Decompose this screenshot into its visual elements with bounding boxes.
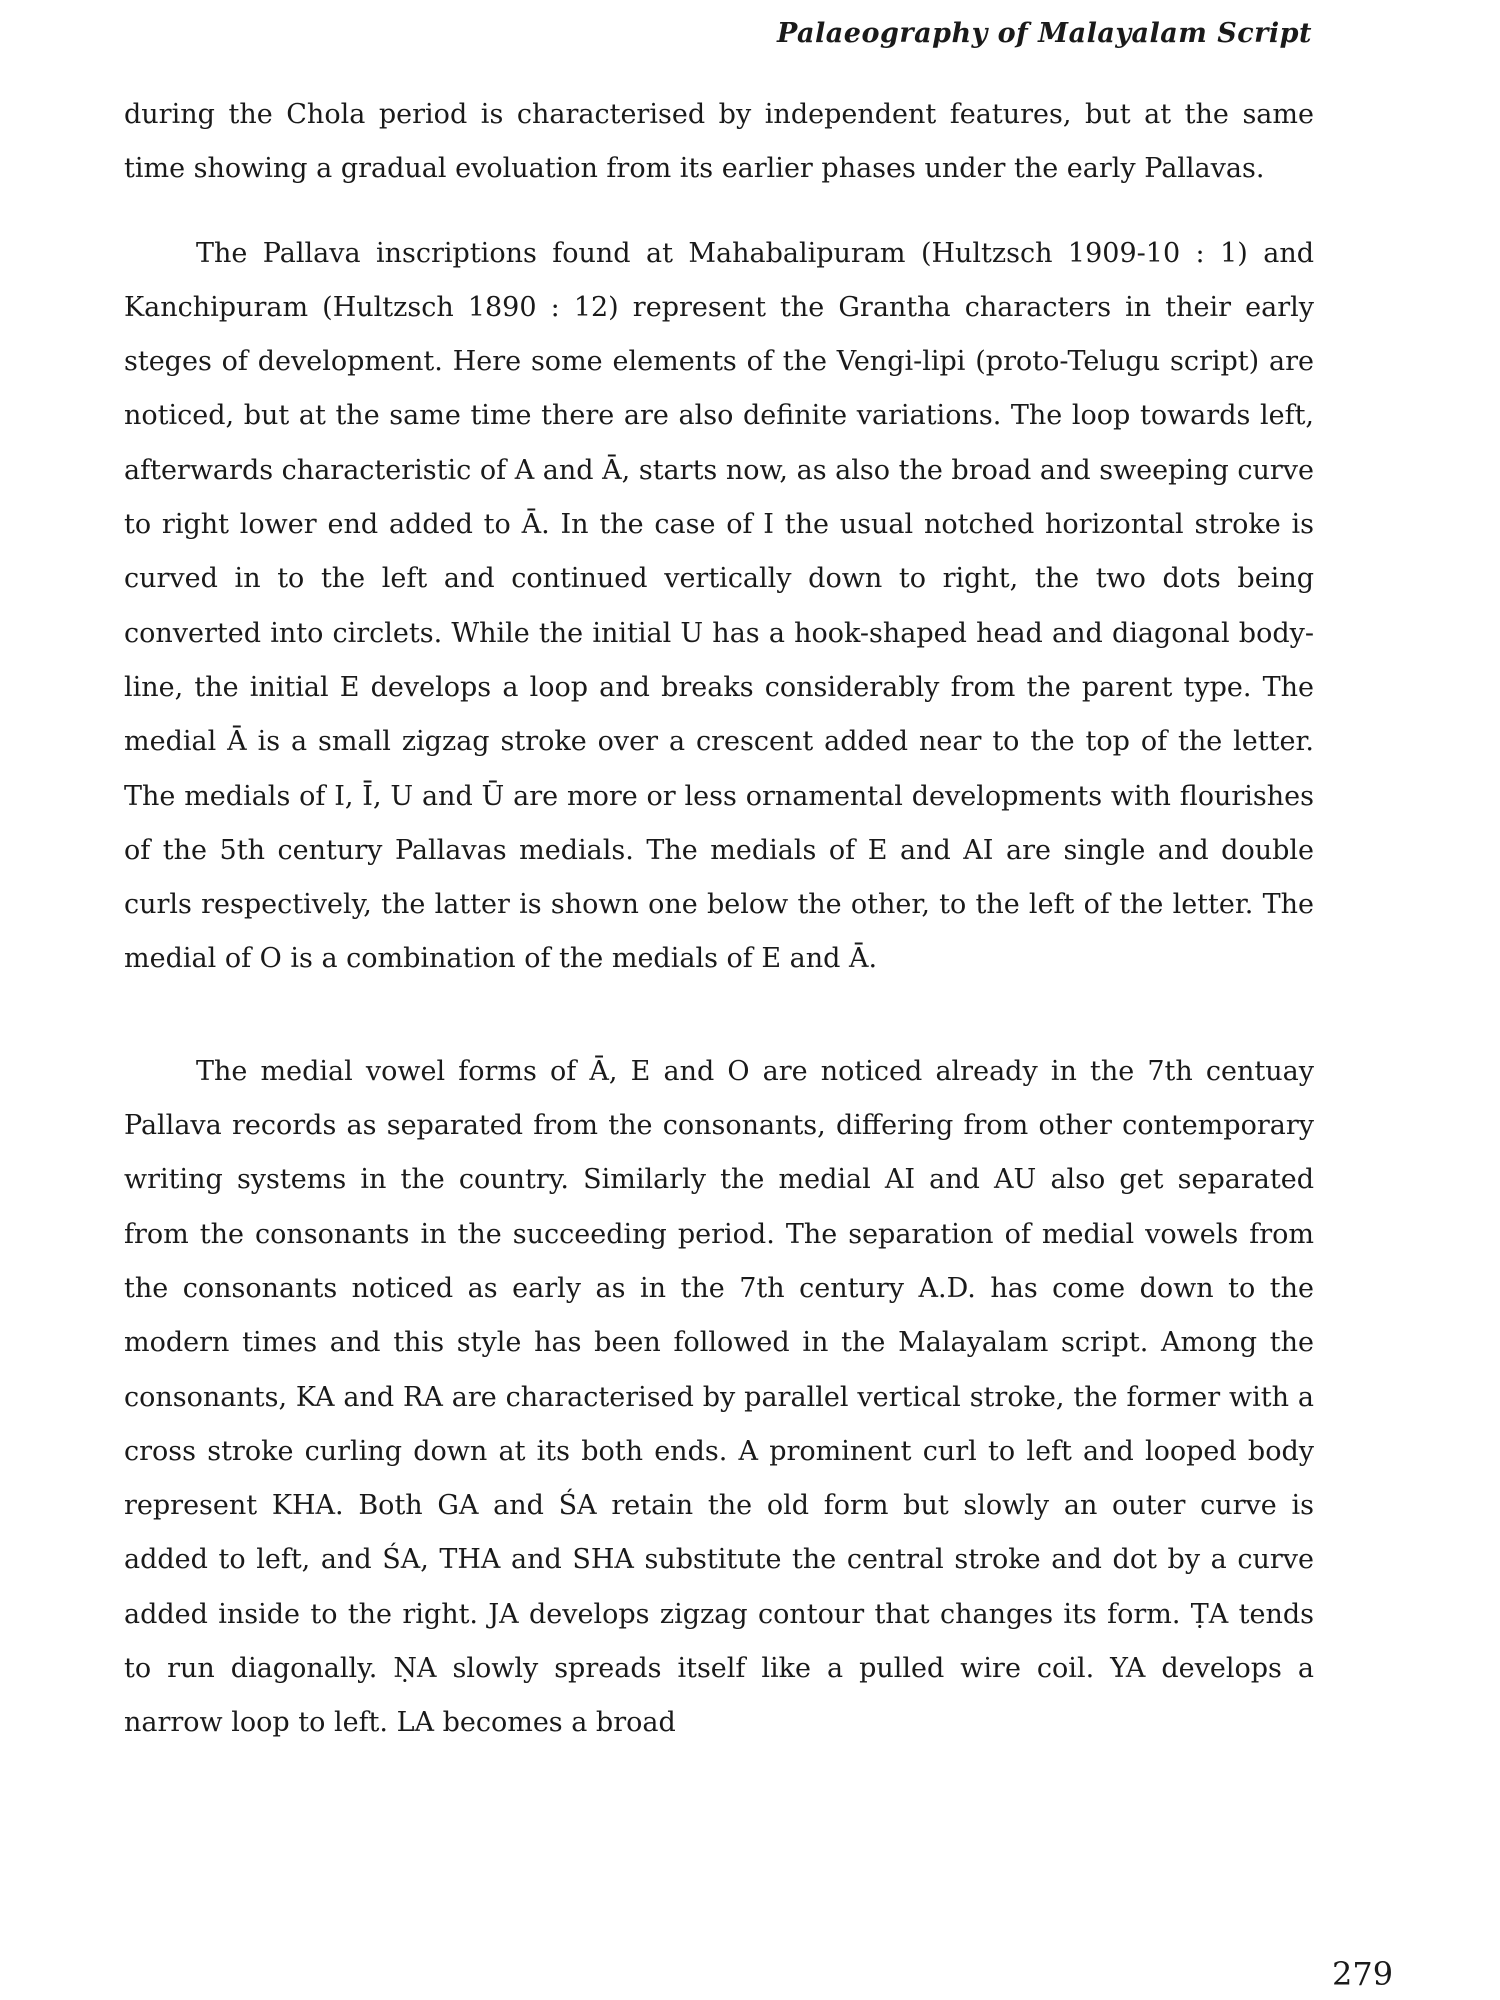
paragraph-pallava-inscriptions: The Pallava inscriptions found at Mahabalipuram (Hultzsch 1909-10 : 1) and Kanchipuram (Hultzsch 1890 : 12) represent the Grantha characters in their early steges of development. Here some elements of the Vengi-lipi (proto-Telugu script) are noticed, but at the same time there are also definite variations. The loop towards left, afterwards characteristic of A and Ā, starts now, as also the broad and sweeping curve to right lower end added to Ā. In the case of I the usual notched horizontal stroke is curved in to the left and continued vertically down to right, the two dots being converted into circlets. While the initial U has a hook-shaped head and diagonal body-line, the initial E develops a loop and breaks considerably from the parent type. The medial Ā is a small zigzag stroke over a crescent added near to the top of the letter. The medials of I, Ī, U and Ū are more or less ornamental developments with flourishes of the 5th century Pallavas medials. The medials of E and AI are single and double curls respectively, the latter is shown one below the other, to the left of the letter. The medial of O is a combination of the medials of E and Ā. — [124, 237, 1314, 975]
page-number: 279 — [1332, 1955, 1394, 1993]
paragraph-medial-vowels: The medial vowel forms of Ā, E and O are noticed already in the 7th centuay Pallava records as separated from the consonants, differing from other contemporary writing systems in the country. Similarly the medial AI and AU also get separated from the consonants in the succeeding period. The separation of medial vowels from the consonants noticed as early as in the 7th century A.D. has come down to the modern times and this style has been followed in the Malayalam script. Among the consonants, KA and RA are characterised by parallel vertical stroke, the former with a cross stroke curling down at its both ends. A prominent curl to left and looped body represent KHA. Both GA and ŚA retain the old form but slowly an outer curve is added to left, and ŚA, THA and SHA substitute the central stroke and dot by a curve added inside to the right. JA develops zigzag contour that changes its form. ṬA tends to run diagonally. ṆA slowly spreads itself like a pulled wire coil. YA develops a narrow loop to left. LA becomes a broad — [124, 1055, 1314, 1739]
paragraph-continuation: during the Chola period is characterised by independent features, but at the same time showing a gradual evoluation from its earlier phases under the early Pallavas. — [124, 99, 1314, 185]
running-header: Palaeography of Malayalam Script — [776, 18, 1312, 49]
page-body — [124, 88, 1314, 1751]
